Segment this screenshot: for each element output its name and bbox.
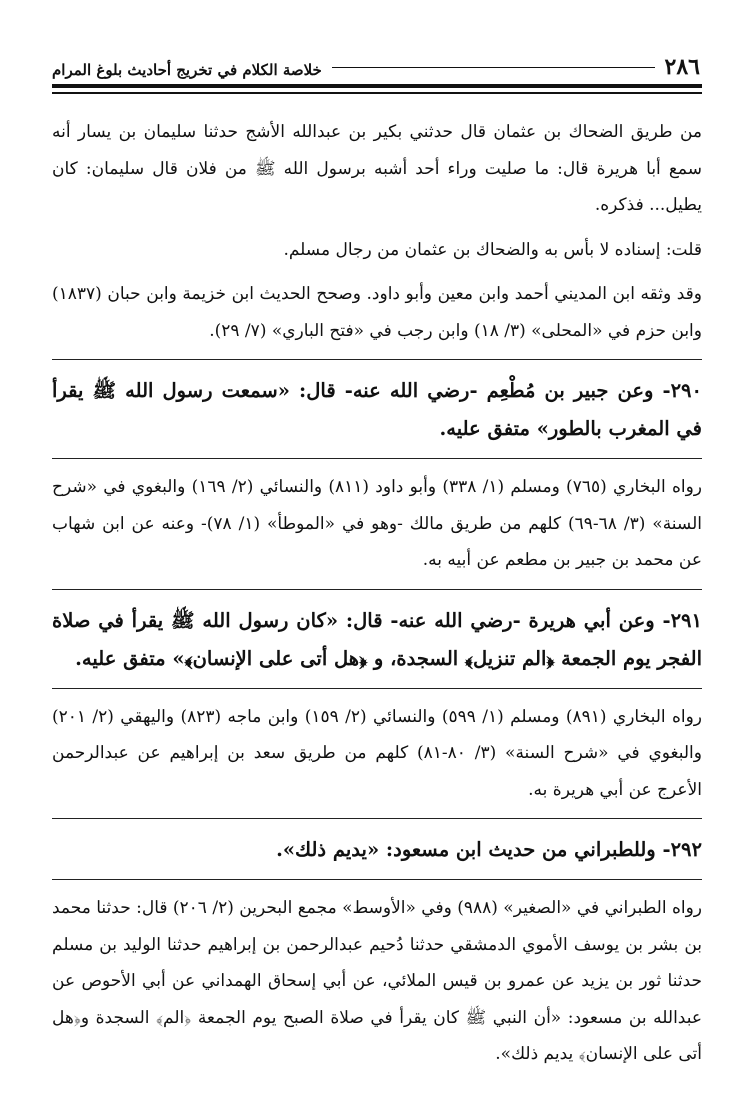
takhrij-291: رواه البخاري (٨٩١) ومسلم (١/ ٥٩٩) والنسائي (٢/ ١٥٩) وابن ماجه (٨٢٣) واليهقي (٢/ ٢٠١) والبغوي في «شرح السنة» (٣/ ٨٠-٨١) كلهم من طريق سعد بن إبراهيم عن عبدالرحمن الأعرج عن أبي هريرة به. xyxy=(52,706,703,800)
hadith-291: ٢٩١- وعن أبي هريرة -رضي الله عنه- قال: «كان رسول الله ﷺ يقرأ في صلاة الفجر يوم الجمعة ﴿الم تنزيل﴾ السجدة، و ﴿هل أتى على الإنسان﴾» متفق عليه. xyxy=(52,608,702,670)
header-rule-thick xyxy=(52,84,702,88)
hadith-290: ٢٩٠- وعن جبير بن مُطْعِم -رضي الله عنه- قال: «سمعت رسول الله ﷺ يقرأ في المغرب بالطور» متفق عليه. xyxy=(52,379,702,440)
hadith-292: ٢٩٢- وللطبراني من حديث ابن مسعود: «يديم ذلك». xyxy=(276,838,702,861)
paragraph-isnad: من طريق الضحاك بن عثمان قال حدثني بكير بن عبدالله الأشج حدثنا سليمان بن يسار أنه سمع أبا هريرة قال: ما صليت وراء أحد أشبه برسول الله ﷺ من فلان قال سليمان: كان يطيل... فذكره. xyxy=(52,122,702,215)
paragraph-authentication: وقد وثقه ابن المديني أحمد وابن معين وأبو داود. وصحح الحديث ابن خزيمة وابن حبان (١٨٣٧) وابن حزم في «المحلى» (٣/ ١٨) وابن رجب في «فتح الباري» (٧/ ٢٩). xyxy=(52,284,702,341)
page-body xyxy=(52,114,702,1073)
running-title: خلاصة الكلام في تخريج أحاديث بلوغ المرام xyxy=(52,61,322,79)
section-divider xyxy=(52,688,702,689)
paragraph-note: قلت: إسناده لا بأس به والضحاك بن عثمان من رجال مسلم. xyxy=(283,239,702,260)
section-divider xyxy=(52,458,702,459)
takhrij-292: رواه الطبراني في «الصغير» (٩٨٨) وفي «الأوسط» مجمع البحرين (٢/ ٢٠٦) قال: حدثنا محمد بن بشر بن يوسف الأموي الدمشقي حدثنا دُحيم عبدالرحمن بن إبراهيم حدثنا الوليد بن مسلم حدثنا ثور بن يزيد عن عمرو بن قيس الملائي، عن أبي إسحاق الهمداني عن أبي الأحوص عن عبدالله بن مسعود: «أن النبي ﷺ كان يقرأ في صلاة الصبح يوم الجمعة ﴿الم﴾ السجدة و﴿هل أتى على الإنسان﴾ يديم ذلك». xyxy=(52,898,702,1064)
page-header xyxy=(52,38,702,78)
page-number: ٢٨٦ xyxy=(664,54,700,80)
book-page xyxy=(52,38,702,1073)
takhrij-290: رواه البخاري (٧٦٥) ومسلم (١/ ٣٣٨) وأبو داود (٨١١) والنسائي (٢/ ١٦٩) والبغوي في «شرح السنة» (٣/ ٦٨-٦٩) كلهم من طريق مالك -وهو في «الموطأ» (١/ ٧٨)- وعنه عن ابن شهاب عن محمد بن جبير بن مطعم عن أبيه به. xyxy=(52,477,703,570)
header-double-rule xyxy=(52,84,702,94)
header-divider xyxy=(332,67,655,68)
header-rule-thin xyxy=(52,92,702,94)
section-divider xyxy=(52,589,702,590)
section-divider xyxy=(52,879,702,880)
section-divider xyxy=(52,818,702,819)
section-divider xyxy=(52,359,702,360)
